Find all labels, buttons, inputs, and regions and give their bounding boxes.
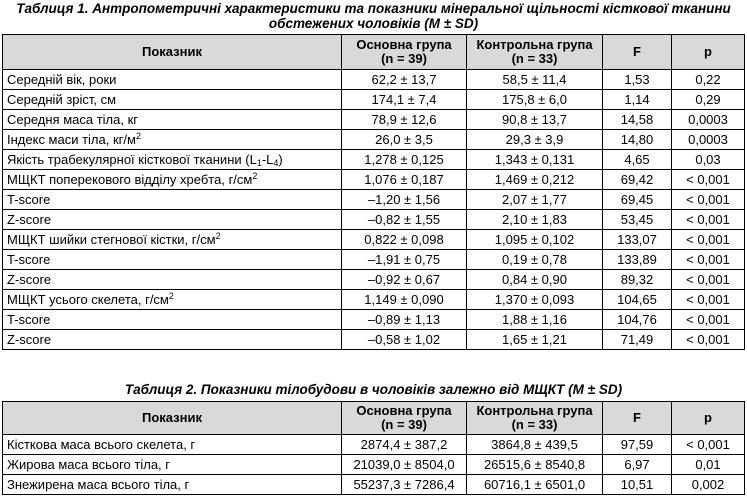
row-name xyxy=(3,435,342,455)
header-p: p xyxy=(672,35,745,70)
row-control-value: 29,3 ± 3,9 xyxy=(467,130,603,150)
table-row xyxy=(3,455,745,475)
table1-caption: Таблиця 1. Антропометричні характеристики та показники мінеральної щільності кісткової тканини обстежених чоловіків (M ± SD) xyxy=(16,1,731,31)
row-name xyxy=(3,130,342,150)
row-name-sup: 2 xyxy=(168,291,174,301)
row-name-text: Середня маса тіла, кг xyxy=(7,112,139,127)
row-name-text: T-score xyxy=(7,252,51,267)
header-main-group-label: Основна група xyxy=(356,403,452,418)
table-row xyxy=(3,70,745,90)
row-name-text: T-score xyxy=(7,192,51,207)
row-main-value: 78,9 ± 12,6 xyxy=(342,110,467,130)
row-name-mid: -L xyxy=(261,152,274,167)
row-main-value: –1,20 ± 1,56 xyxy=(342,190,467,210)
row-p-value: < 0,001 xyxy=(672,210,745,230)
row-main-value: 26,0 ± 3,5 xyxy=(342,130,467,150)
row-name-sup: 2 xyxy=(215,231,221,241)
row-name xyxy=(3,330,342,350)
row-f-value: 89,32 xyxy=(603,270,672,290)
row-f-value: 97,59 xyxy=(603,435,672,455)
row-name-sub1: 1 xyxy=(256,158,262,168)
row-name xyxy=(3,230,342,250)
header-indicator: Показник xyxy=(3,35,342,70)
row-f-value: 1,53 xyxy=(603,70,672,90)
row-control-value: 0,84 ± 0,90 xyxy=(467,270,603,290)
row-f-value: 69,45 xyxy=(603,190,672,210)
row-name xyxy=(3,290,342,310)
header-control-n: (n = 33) xyxy=(511,51,558,66)
row-name xyxy=(3,190,342,210)
row-name-sub2: 4 xyxy=(273,158,279,168)
row-name xyxy=(3,270,342,290)
row-name xyxy=(3,170,342,190)
row-name-text: Жирова маса всього тіла, г xyxy=(7,457,171,472)
row-control-value: 0,19 ± 0,78 xyxy=(467,250,603,270)
row-p-value: < 0,001 xyxy=(672,330,745,350)
row-p-value: < 0,001 xyxy=(672,230,745,250)
header-main-group xyxy=(342,402,467,435)
header-f: F xyxy=(603,35,672,70)
row-f-value: 1,14 xyxy=(603,90,672,110)
row-f-value: 14,58 xyxy=(603,110,672,130)
row-control-value: 1,095 ± 0,102 xyxy=(467,230,603,250)
table-row xyxy=(3,330,745,350)
row-name-text: Знежирена маса всього тіла, г xyxy=(7,477,190,492)
table-row xyxy=(3,250,745,270)
row-main-value: 21039,0 ± 8504,0 xyxy=(342,455,467,475)
row-p-value: 0,01 xyxy=(672,455,745,475)
row-name-text: Z-score xyxy=(7,272,52,287)
row-name-text: Індекс маси тіла, кг/м xyxy=(7,132,136,147)
row-name-text: МЩКТ усього скелета, г/см xyxy=(7,292,169,307)
row-f-value: 104,65 xyxy=(603,290,672,310)
row-control-value: 175,8 ± 6,0 xyxy=(467,90,603,110)
row-f-value: 14,80 xyxy=(603,130,672,150)
row-control-value: 1,65 ± 1,21 xyxy=(467,330,603,350)
row-name-text: Z-score xyxy=(7,212,52,227)
row-p-value: < 0,001 xyxy=(672,170,745,190)
header-control-group-label: Контрольна група xyxy=(476,37,593,52)
table2 xyxy=(2,401,745,495)
table-row xyxy=(3,230,745,250)
row-p-value: < 0,001 xyxy=(672,250,745,270)
table-row xyxy=(3,210,745,230)
header-main-group xyxy=(342,35,467,70)
row-control-value: 1,88 ± 1,16 xyxy=(467,310,603,330)
row-main-value: 1,149 ± 0,090 xyxy=(342,290,467,310)
row-main-value: –0,92 ± 0,67 xyxy=(342,270,467,290)
row-main-value: –0,82 ± 1,55 xyxy=(342,210,467,230)
header-main-n: (n = 39) xyxy=(381,417,427,432)
row-name xyxy=(3,150,342,170)
table-row xyxy=(3,90,745,110)
row-name-text: Z-score xyxy=(7,332,52,347)
row-name-text: Кісткова маса всього скелета, г xyxy=(7,437,196,452)
row-f-value: 10,51 xyxy=(603,475,672,495)
row-control-value: 3864,8 ± 439,5 xyxy=(467,435,603,455)
row-p-value: 0,29 xyxy=(672,90,745,110)
header-f: F xyxy=(603,402,672,435)
row-p-value: 0,0003 xyxy=(672,110,745,130)
row-p-value: 0,03 xyxy=(672,150,745,170)
table-row xyxy=(3,270,745,290)
row-main-value: 174,1 ± 7,4 xyxy=(342,90,467,110)
row-control-value: 58,5 ± 11,4 xyxy=(467,70,603,90)
row-name-text: Якість трабекулярної кісткової тканини (L xyxy=(7,152,257,167)
table-row xyxy=(3,170,745,190)
header-control-group xyxy=(467,35,603,70)
row-control-value: 2,07 ± 1,77 xyxy=(467,190,603,210)
row-main-value: –0,58 ± 1,02 xyxy=(342,330,467,350)
header-p: p xyxy=(672,402,745,435)
row-control-value: 90,8 ± 13,7 xyxy=(467,110,603,130)
row-main-value: –1,91 ± 0,75 xyxy=(342,250,467,270)
row-p-value: < 0,001 xyxy=(672,435,745,455)
row-main-value: 1,278 ± 0,125 xyxy=(342,150,467,170)
row-main-value: 55237,3 ± 7286,4 xyxy=(342,475,467,495)
table-row xyxy=(3,130,745,150)
row-name-text: Середній вік, роки xyxy=(7,72,117,87)
table1 xyxy=(2,34,745,350)
row-main-value: 62,2 ± 13,7 xyxy=(342,70,467,90)
row-control-value: 2,10 ± 1,83 xyxy=(467,210,603,230)
header-main-n: (n = 39) xyxy=(381,51,427,66)
row-f-value: 71,49 xyxy=(603,330,672,350)
row-name-text: Середній зріст, см xyxy=(7,92,117,107)
row-p-value: < 0,001 xyxy=(672,270,745,290)
row-p-value: < 0,001 xyxy=(672,310,745,330)
row-control-value: 26515,6 ± 8540,8 xyxy=(467,455,603,475)
table-row xyxy=(3,150,745,170)
row-name xyxy=(3,110,342,130)
header-main-group-label: Основна група xyxy=(356,37,452,52)
table2-caption: Таблиця 2. Показники тілобудови в чоловіків залежно від МЩКТ (M ± SD) xyxy=(124,382,623,397)
row-name xyxy=(3,310,342,330)
row-f-value: 133,07 xyxy=(603,230,672,250)
row-f-value: 4,65 xyxy=(603,150,672,170)
row-control-value: 1,343 ± 0,131 xyxy=(467,150,603,170)
row-main-value: 1,076 ± 0,187 xyxy=(342,170,467,190)
row-name xyxy=(3,250,342,270)
header-control-group xyxy=(467,402,603,435)
row-f-value: 53,45 xyxy=(603,210,672,230)
row-p-value: 0,0003 xyxy=(672,130,745,150)
table-row xyxy=(3,190,745,210)
header-control-n: (n = 33) xyxy=(511,417,558,432)
row-name-sup: 2 xyxy=(135,131,141,141)
header-indicator: Показник xyxy=(3,402,342,435)
row-name-text: T-score xyxy=(7,312,51,327)
table1-header-row xyxy=(3,35,745,70)
row-f-value: 133,89 xyxy=(603,250,672,270)
row-name-sup: 2 xyxy=(252,171,258,181)
row-f-value: 104,76 xyxy=(603,310,672,330)
header-control-group-label: Контрольна група xyxy=(476,403,593,418)
row-control-value: 1,370 ± 0,093 xyxy=(467,290,603,310)
table2-header-row xyxy=(3,402,745,435)
row-main-value: 0,822 ± 0,098 xyxy=(342,230,467,250)
row-name-text: МЩКТ поперекового відділу хребта, г/см xyxy=(7,172,253,187)
row-p-value: 0,002 xyxy=(672,475,745,495)
row-name xyxy=(3,455,342,475)
row-f-value: 6,97 xyxy=(603,455,672,475)
row-f-value: 69,42 xyxy=(603,170,672,190)
row-name xyxy=(3,70,342,90)
table-row xyxy=(3,435,745,455)
table-row xyxy=(3,310,745,330)
row-p-value: < 0,001 xyxy=(672,190,745,210)
row-main-value: –0,89 ± 1,13 xyxy=(342,310,467,330)
table-row xyxy=(3,475,745,495)
row-p-value: 0,22 xyxy=(672,70,745,90)
table-row xyxy=(3,110,745,130)
row-name-end: ) xyxy=(278,152,283,167)
row-control-value: 1,469 ± 0,212 xyxy=(467,170,603,190)
table-row xyxy=(3,290,745,310)
row-name xyxy=(3,475,342,495)
row-p-value: < 0,001 xyxy=(672,290,745,310)
row-main-value: 2874,4 ± 387,2 xyxy=(342,435,467,455)
row-control-value: 60716,1 ± 6501,0 xyxy=(467,475,603,495)
row-name xyxy=(3,90,342,110)
row-name xyxy=(3,210,342,230)
row-name-text: МЩКТ шийки стегнової кістки, г/см xyxy=(7,232,216,247)
